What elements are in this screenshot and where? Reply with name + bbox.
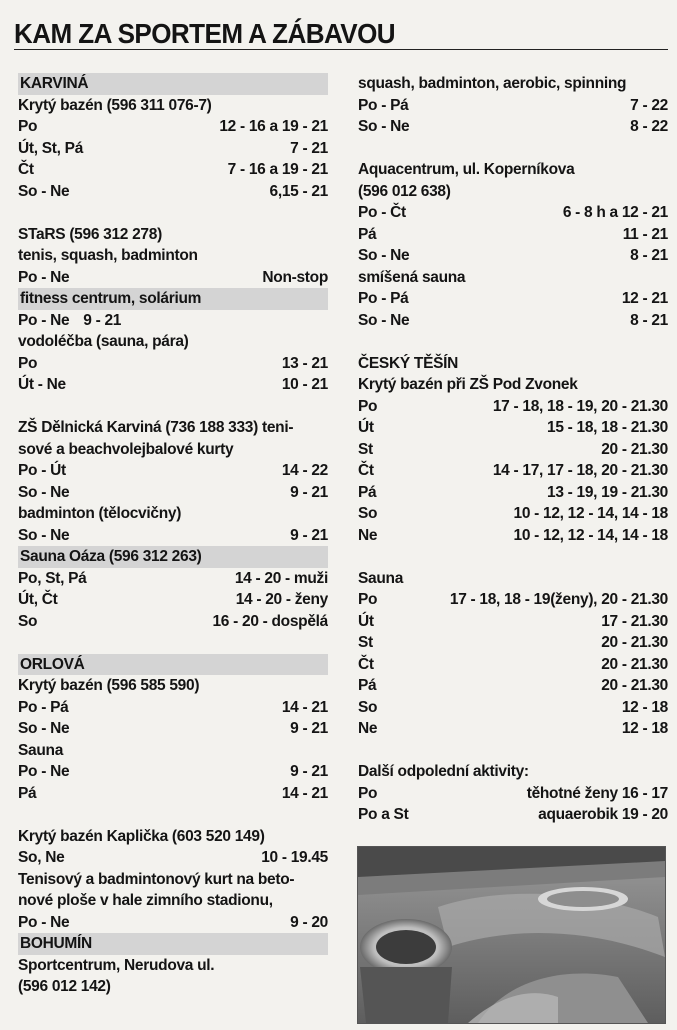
- section-heading: KARVINÁ: [18, 73, 328, 95]
- section-heading: Sauna Oáza (596 312 263): [18, 546, 328, 568]
- schedule-hours: 14 - 21: [281, 784, 328, 802]
- schedule-row: [18, 912, 328, 934]
- venue-line: Krytý bazén (596 585 590): [18, 677, 200, 694]
- schedule-days: So: [18, 612, 38, 630]
- schedule-row: [18, 568, 328, 590]
- venue-line: vodoléčba (sauna, pára): [18, 333, 189, 350]
- schedule-row: [18, 374, 328, 396]
- schedule-days: Čt: [358, 655, 374, 673]
- schedule-row: [358, 439, 668, 461]
- schedule-row: [358, 697, 668, 719]
- schedule-row: [18, 718, 328, 740]
- schedule-days: So - Ne: [358, 311, 410, 329]
- section-heading: fitness centrum, solárium: [18, 288, 328, 310]
- schedule-days: Út, Čt: [18, 591, 58, 608]
- schedule-hours: 9 - 20: [290, 913, 328, 931]
- schedule-row: [18, 847, 328, 869]
- schedule-hours: 9 - 21: [290, 526, 328, 544]
- schedule-days: Po: [358, 591, 378, 608]
- schedule-days: So: [358, 505, 378, 522]
- section-heading: ORLOVÁ: [18, 654, 328, 676]
- schedule-days: Po: [18, 354, 38, 372]
- schedule-hours: 8 - 21: [630, 311, 668, 329]
- venue-line: Tenisový a badmintonový kurt na beto-: [18, 870, 295, 888]
- schedule-row: [358, 675, 668, 697]
- venue-line: (596 012 142): [18, 978, 111, 995]
- venue-line: squash, badminton, aerobic, spinning: [358, 75, 627, 92]
- schedule-row: [18, 482, 328, 504]
- schedule-row: [358, 589, 668, 611]
- schedule-row: [358, 224, 668, 246]
- schedule-row: [18, 310, 328, 332]
- schedule-hours: 14 - 22: [281, 462, 328, 479]
- schedule-days: So - Ne: [18, 720, 70, 737]
- spacer: [18, 804, 328, 826]
- schedule-row: [358, 202, 668, 224]
- schedule-hours: 9 - 21: [290, 483, 328, 501]
- schedule-row: [18, 116, 328, 138]
- venue-line: Sauna: [358, 569, 404, 587]
- schedule-days: St: [358, 440, 373, 458]
- schedule-row: [18, 589, 328, 611]
- schedule-row: [18, 181, 328, 203]
- venue-line: Krytý bazén Kaplička (603 520 149): [18, 827, 265, 845]
- schedule-days: Po - Pá: [358, 96, 409, 114]
- schedule-row: [358, 632, 668, 654]
- venue-line: Další odpolední aktivity:: [358, 763, 529, 780]
- spacer: [18, 202, 328, 224]
- schedule-days: Út - Ne: [18, 376, 66, 393]
- schedule-hours: 7 - 16 a 19 - 21: [227, 161, 328, 178]
- venue-line: Krytý bazén (596 311 076-7): [18, 96, 212, 114]
- page-title: KAM ZA SPORTEM A ZÁBAVOU: [14, 18, 396, 49]
- schedule-days: Pá: [358, 225, 377, 243]
- schedule-row: [18, 611, 328, 633]
- venue-line: ČESKÝ TĚŠÍN: [358, 354, 459, 372]
- schedule-row: [358, 310, 668, 332]
- schedule-hours: 6,15 - 21: [269, 182, 328, 200]
- schedule-days: Po - Út: [18, 462, 66, 479]
- schedule-row: [358, 95, 668, 117]
- schedule-hours: 11 - 21: [622, 225, 668, 243]
- schedule-days: Po: [358, 397, 378, 415]
- schedule-hours: 9 - 21: [83, 311, 122, 329]
- schedule-hours: 12 - 18: [621, 698, 668, 716]
- schedule-days: Út, St, Pá: [18, 139, 84, 157]
- schedule-row: [358, 503, 668, 525]
- schedule-hours: Non-stop: [262, 268, 328, 286]
- venue-line: STaRS (596 312 278): [18, 225, 162, 243]
- schedule-hours: 9 - 21: [290, 763, 328, 780]
- schedule-hours: 14 - 20 - muži: [234, 569, 328, 587]
- title-rule: [14, 49, 668, 50]
- venue-line: Aquacentrum, ul. Koperníkova: [358, 161, 575, 178]
- schedule-hours: 14 - 21: [281, 698, 328, 716]
- venue-line: Sauna: [18, 741, 64, 759]
- venue-line: Krytý bazén při ZŠ Pod Zvonek: [358, 376, 578, 393]
- schedule-days: So, Ne: [18, 849, 65, 866]
- schedule-hours: 7 - 21: [290, 139, 328, 157]
- schedule-row: [18, 138, 328, 160]
- spacer: [18, 396, 328, 418]
- schedule-days: Út: [358, 419, 374, 436]
- schedule-row: [18, 783, 328, 805]
- schedule-hours: 17 - 18, 18 - 19(ženy), 20 - 21.30: [449, 591, 668, 608]
- schedule-days: So - Ne: [18, 526, 70, 544]
- schedule-row: [18, 761, 328, 783]
- schedule-hours: 14 - 20 - ženy: [235, 591, 328, 608]
- schedule-days: St: [358, 634, 373, 651]
- swimming-pool-photo: [357, 846, 666, 1024]
- schedule-hours: 17 - 18, 18 - 19, 20 - 21.30: [492, 397, 668, 415]
- schedule-hours: 20 - 21.30: [601, 655, 668, 673]
- schedule-days: Pá: [358, 677, 377, 694]
- schedule-row: [358, 116, 668, 138]
- schedule-row: [358, 804, 668, 826]
- venue-line: ZŠ Dělnická Karviná (736 188 333) teni-: [18, 419, 294, 436]
- schedule-days: Pá: [358, 483, 377, 501]
- schedule-row: [18, 460, 328, 482]
- schedule-hours: 13 - 19, 19 - 21.30: [547, 483, 668, 501]
- spacer: [358, 331, 668, 353]
- schedule-hours: 20 - 21.30: [601, 677, 668, 694]
- schedule-hours: 12 - 21: [621, 290, 668, 307]
- schedule-row: [18, 267, 328, 289]
- schedule-hours: 13 - 21: [281, 354, 328, 372]
- schedule-days: Čt: [18, 161, 34, 178]
- schedule-hours: 12 - 18: [621, 720, 668, 737]
- schedule-days: Ne: [358, 720, 378, 737]
- schedule-days: Po - Ne: [18, 311, 70, 329]
- schedule-days: Po - Ne: [18, 268, 70, 286]
- schedule-days: So - Ne: [18, 182, 70, 200]
- schedule-days: Po - Ne: [18, 763, 70, 780]
- schedule-row: [18, 525, 328, 547]
- schedule-row: [358, 525, 668, 547]
- schedule-hours: 10 - 19.45: [261, 849, 328, 866]
- schedule-days: Pá: [18, 784, 37, 802]
- schedule-row: [358, 783, 668, 805]
- schedule-hours: 6 - 8 h a 12 - 21: [562, 204, 668, 221]
- right-column: [358, 73, 668, 826]
- schedule-days: Po: [18, 118, 38, 135]
- venue-line: Sportcentrum, Nerudova ul.: [18, 956, 215, 974]
- schedule-row: [358, 611, 668, 633]
- schedule-hours: 8 - 21: [630, 247, 668, 264]
- schedule-hours: 15 - 18, 18 - 21.30: [547, 419, 668, 436]
- schedule-days: So - Ne: [358, 247, 410, 264]
- schedule-row: [358, 482, 668, 504]
- schedule-hours: 10 - 21: [281, 376, 328, 393]
- schedule-row: [18, 159, 328, 181]
- schedule-hours: aquaerobik 19 - 20: [538, 806, 668, 823]
- schedule-days: So - Ne: [18, 483, 70, 501]
- schedule-hours: 7 - 22: [630, 96, 668, 114]
- schedule-row: [358, 460, 668, 482]
- venue-line: nové ploše v hale zimního stadionu,: [18, 892, 273, 909]
- schedule-row: [18, 353, 328, 375]
- section-heading: BOHUMÍN: [18, 933, 328, 955]
- schedule-days: Po - Pá: [358, 290, 409, 307]
- schedule-hours: 10 - 12, 12 - 14, 14 - 18: [513, 505, 668, 522]
- spacer: [18, 632, 328, 654]
- schedule-days: Út: [358, 612, 374, 630]
- schedule-row: [358, 718, 668, 740]
- schedule-days: Po, St, Pá: [18, 569, 87, 587]
- spacer: [358, 740, 668, 762]
- schedule-days: So: [358, 698, 378, 716]
- schedule-days: Po - Čt: [358, 204, 406, 221]
- venue-line: badminton (tělocvičny): [18, 505, 182, 522]
- schedule-hours: 10 - 12, 12 - 14, 14 - 18: [513, 526, 668, 544]
- schedule-hours: 8 - 22: [630, 118, 668, 135]
- schedule-hours: 9 - 21: [290, 720, 328, 737]
- venue-line: (596 012 638): [358, 182, 451, 200]
- schedule-hours: 12 - 16 a 19 - 21: [219, 118, 328, 135]
- left-column: [18, 73, 328, 998]
- venue-line: sové a beachvolejbalové kurty: [18, 440, 234, 458]
- spacer: [358, 138, 668, 160]
- schedule-row: [358, 417, 668, 439]
- schedule-hours: 20 - 21.30: [601, 634, 668, 651]
- schedule-days: Po - Pá: [18, 698, 69, 716]
- schedule-hours: těhotné ženy 16 - 17: [526, 784, 668, 802]
- schedule-row: [358, 288, 668, 310]
- schedule-hours: 17 - 21.30: [601, 612, 668, 630]
- schedule-days: So - Ne: [358, 118, 410, 135]
- schedule-hours: 20 - 21.30: [601, 440, 668, 458]
- schedule-row: [18, 697, 328, 719]
- schedule-row: [358, 396, 668, 418]
- schedule-hours: 16 - 20 - dospělá: [212, 612, 328, 630]
- spacer: [358, 546, 668, 568]
- schedule-days: Čt: [358, 462, 374, 479]
- schedule-days: Po - Ne: [18, 913, 70, 931]
- venue-line: tenis, squash, badminton: [18, 247, 198, 264]
- schedule-days: Po a St: [358, 806, 409, 823]
- schedule-hours: 14 - 17, 17 - 18, 20 - 21.30: [492, 462, 668, 479]
- schedule-row: [358, 654, 668, 676]
- venue-line: smíšená sauna: [358, 268, 466, 286]
- schedule-row: [358, 245, 668, 267]
- schedule-days: Ne: [358, 526, 378, 544]
- schedule-days: Po: [358, 784, 378, 802]
